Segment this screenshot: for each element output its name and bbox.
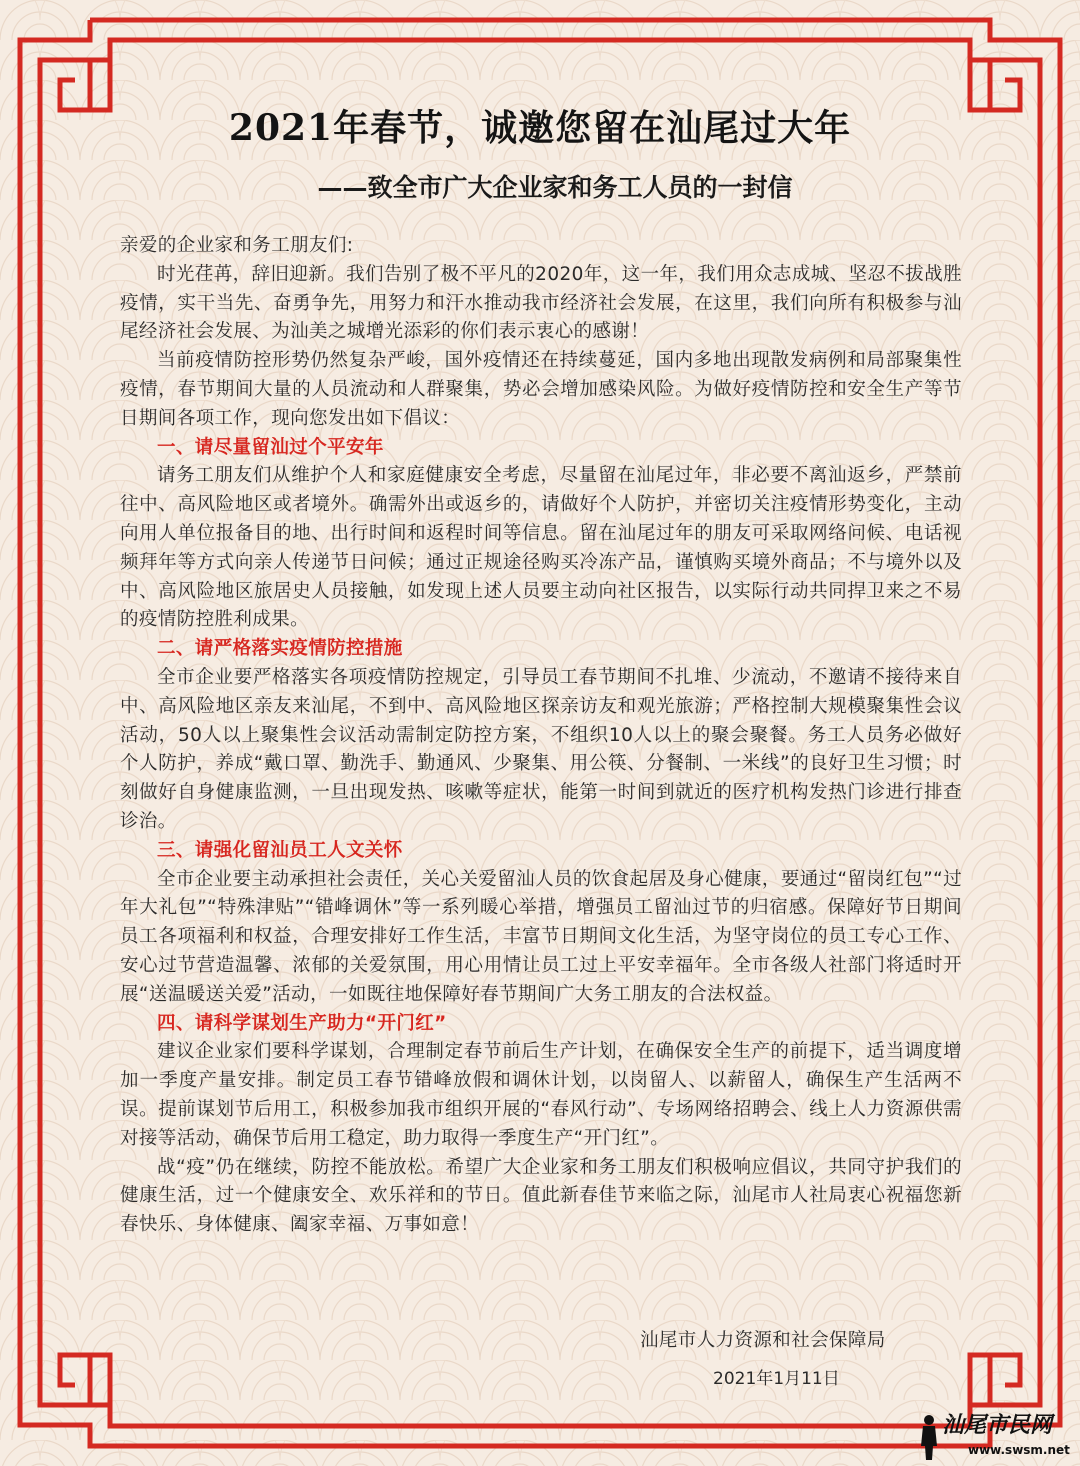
- section-heading-3: 三、请强化留汕员工人文关怀: [157, 839, 403, 861]
- letter-date: 2021年1月11日: [713, 1369, 840, 1389]
- watermark-site-name: 汕尾市民网: [942, 1412, 1053, 1438]
- letter-body: [120, 232, 962, 1240]
- closing-paragraph: 战“疫”仍在继续，防控不能放松。希望广大企业家和务工朋友们积极响应倡议，共同守护我们的健康生活，过一个健康安全、欢乐祥和的节日。值此新春佳节来临之际，汕尾市人社局衷心祝福您新春快乐、身体健康、阖家幸福、万事如意！: [120, 1156, 962, 1236]
- intro-paragraph-1: 时光荏苒，辞旧迎新。我们告别了极不平凡的2020年，这一年，我们用众志成城、坚忍不拔战胜疫情，实干当先、奋勇争先，用努力和汗水推动我市经济社会发展，在这里，我们向所有积极参与汕尾经济社会发展、为汕美之城增光添彩的你们表示衷心的感谢！: [120, 263, 962, 343]
- section-body-3: 全市企业要主动承担社会责任，关心关爱留汕人员的饮食起居及身心健康，要通过“留岗红包”“过年大礼包”“特殊津贴”“错峰调休”等一系列暖心举措，增强员工留汕过节的归宿感。保障好节日期间员工各项福利和权益，合理安排好工作生活，丰富节日期间文化生活，为坚守岗位的员工专心工作、安心过节营造温馨、浓郁的关爱氛围，用心用情让员工过上平安幸福年。全市各级人社部门将适时开展“送温暖送关爱”活动，一如既往地保障好春节期间广大务工朋友的合法权益。: [120, 868, 962, 1005]
- section-heading-1: 一、请尽量留汕过个平安年: [157, 436, 384, 458]
- page-title: 2021年春节，诚邀您留在汕尾过大年: [228, 107, 852, 149]
- section-body-4: 建议企业家们要科学谋划，合理制定春节前后生产计划，在确保安全生产的前提下，适当调度增加一季度产量安排。制定员工春节错峰放假和调休计划，以岗留人、以薪留人，确保生产生活两不误。提前谋划节后用工，积极参加我市组织开展的“春风行动”、专场网络招聘会、线上人力资源供需对接等活动，确保节后用工稳定，助力取得一季度生产“开门红”。: [120, 1041, 962, 1149]
- watermark-url: www.swsm.net: [968, 1443, 1070, 1457]
- section-body-2: 全市企业要严格落实各项疫情防控规定，引导员工春节期间不扎堆、少流动，不邀请不接待来自中、高风险地区亲友来汕尾，不到中、高风险地区探亲访友和观光旅游；严格控制大规模聚集性会议活动，50人以上聚集性会议活动需制定防控方案，不组织10人以上的聚会聚餐。务工人员务必做好个人防护，养成“戴口罩、勤洗手、勤通风、少聚集、用公筷、分餐制、一米线”的良好卫生习惯；时刻做好自身健康监测，一旦出现发热、咳嗽等症状，能第一时间到就近的医疗机构发热门诊进行排查诊治。: [120, 666, 962, 832]
- greeting: 亲爱的企业家和务工朋友们:: [120, 235, 354, 256]
- section-body-1: 请务工朋友们从维护个人和家庭健康安全考虑，尽量留在汕尾过年，非必要不离汕返乡，严禁前往中、高风险地区或者境外。确需外出或返乡的，请做好个人防护，并密切关注疫情形势变化，主动向用人单位报备目的地、出行时间和返程时间等信息。留在汕尾过年的朋友可采取网络问候、电话视频拜年等方式向亲人传递节日问候；通过正规途径购买冷冻产品，谨慎购买境外商品；不与境外以及中、高风险地区旅居史人员接触，如发现上述人员要主动向社区报告，以实际行动共同捍卫来之不易的疫情防控胜利成果。: [120, 465, 962, 631]
- page-subtitle: ——致全市广大企业家和务工人员的一封信: [317, 173, 793, 202]
- signature: 汕尾市人力资源和社会保障局: [640, 1330, 886, 1351]
- intro-paragraph-2: 当前疫情防控形势仍然复杂严峻，国外疫情还在持续蔓延，国内多地出现散发病例和局部聚集性疫情，春节期间大量的人员流动和人群聚集，势必会增加感染风险。为做好疫情防控和安全生产等节日期间各项工作，现向您发出如下倡议：: [120, 350, 962, 429]
- section-heading-2: 二、请严格落实疫情防控措施: [157, 638, 403, 660]
- section-heading-4: 四、请科学谋划生产助力“开门红”: [157, 1012, 447, 1034]
